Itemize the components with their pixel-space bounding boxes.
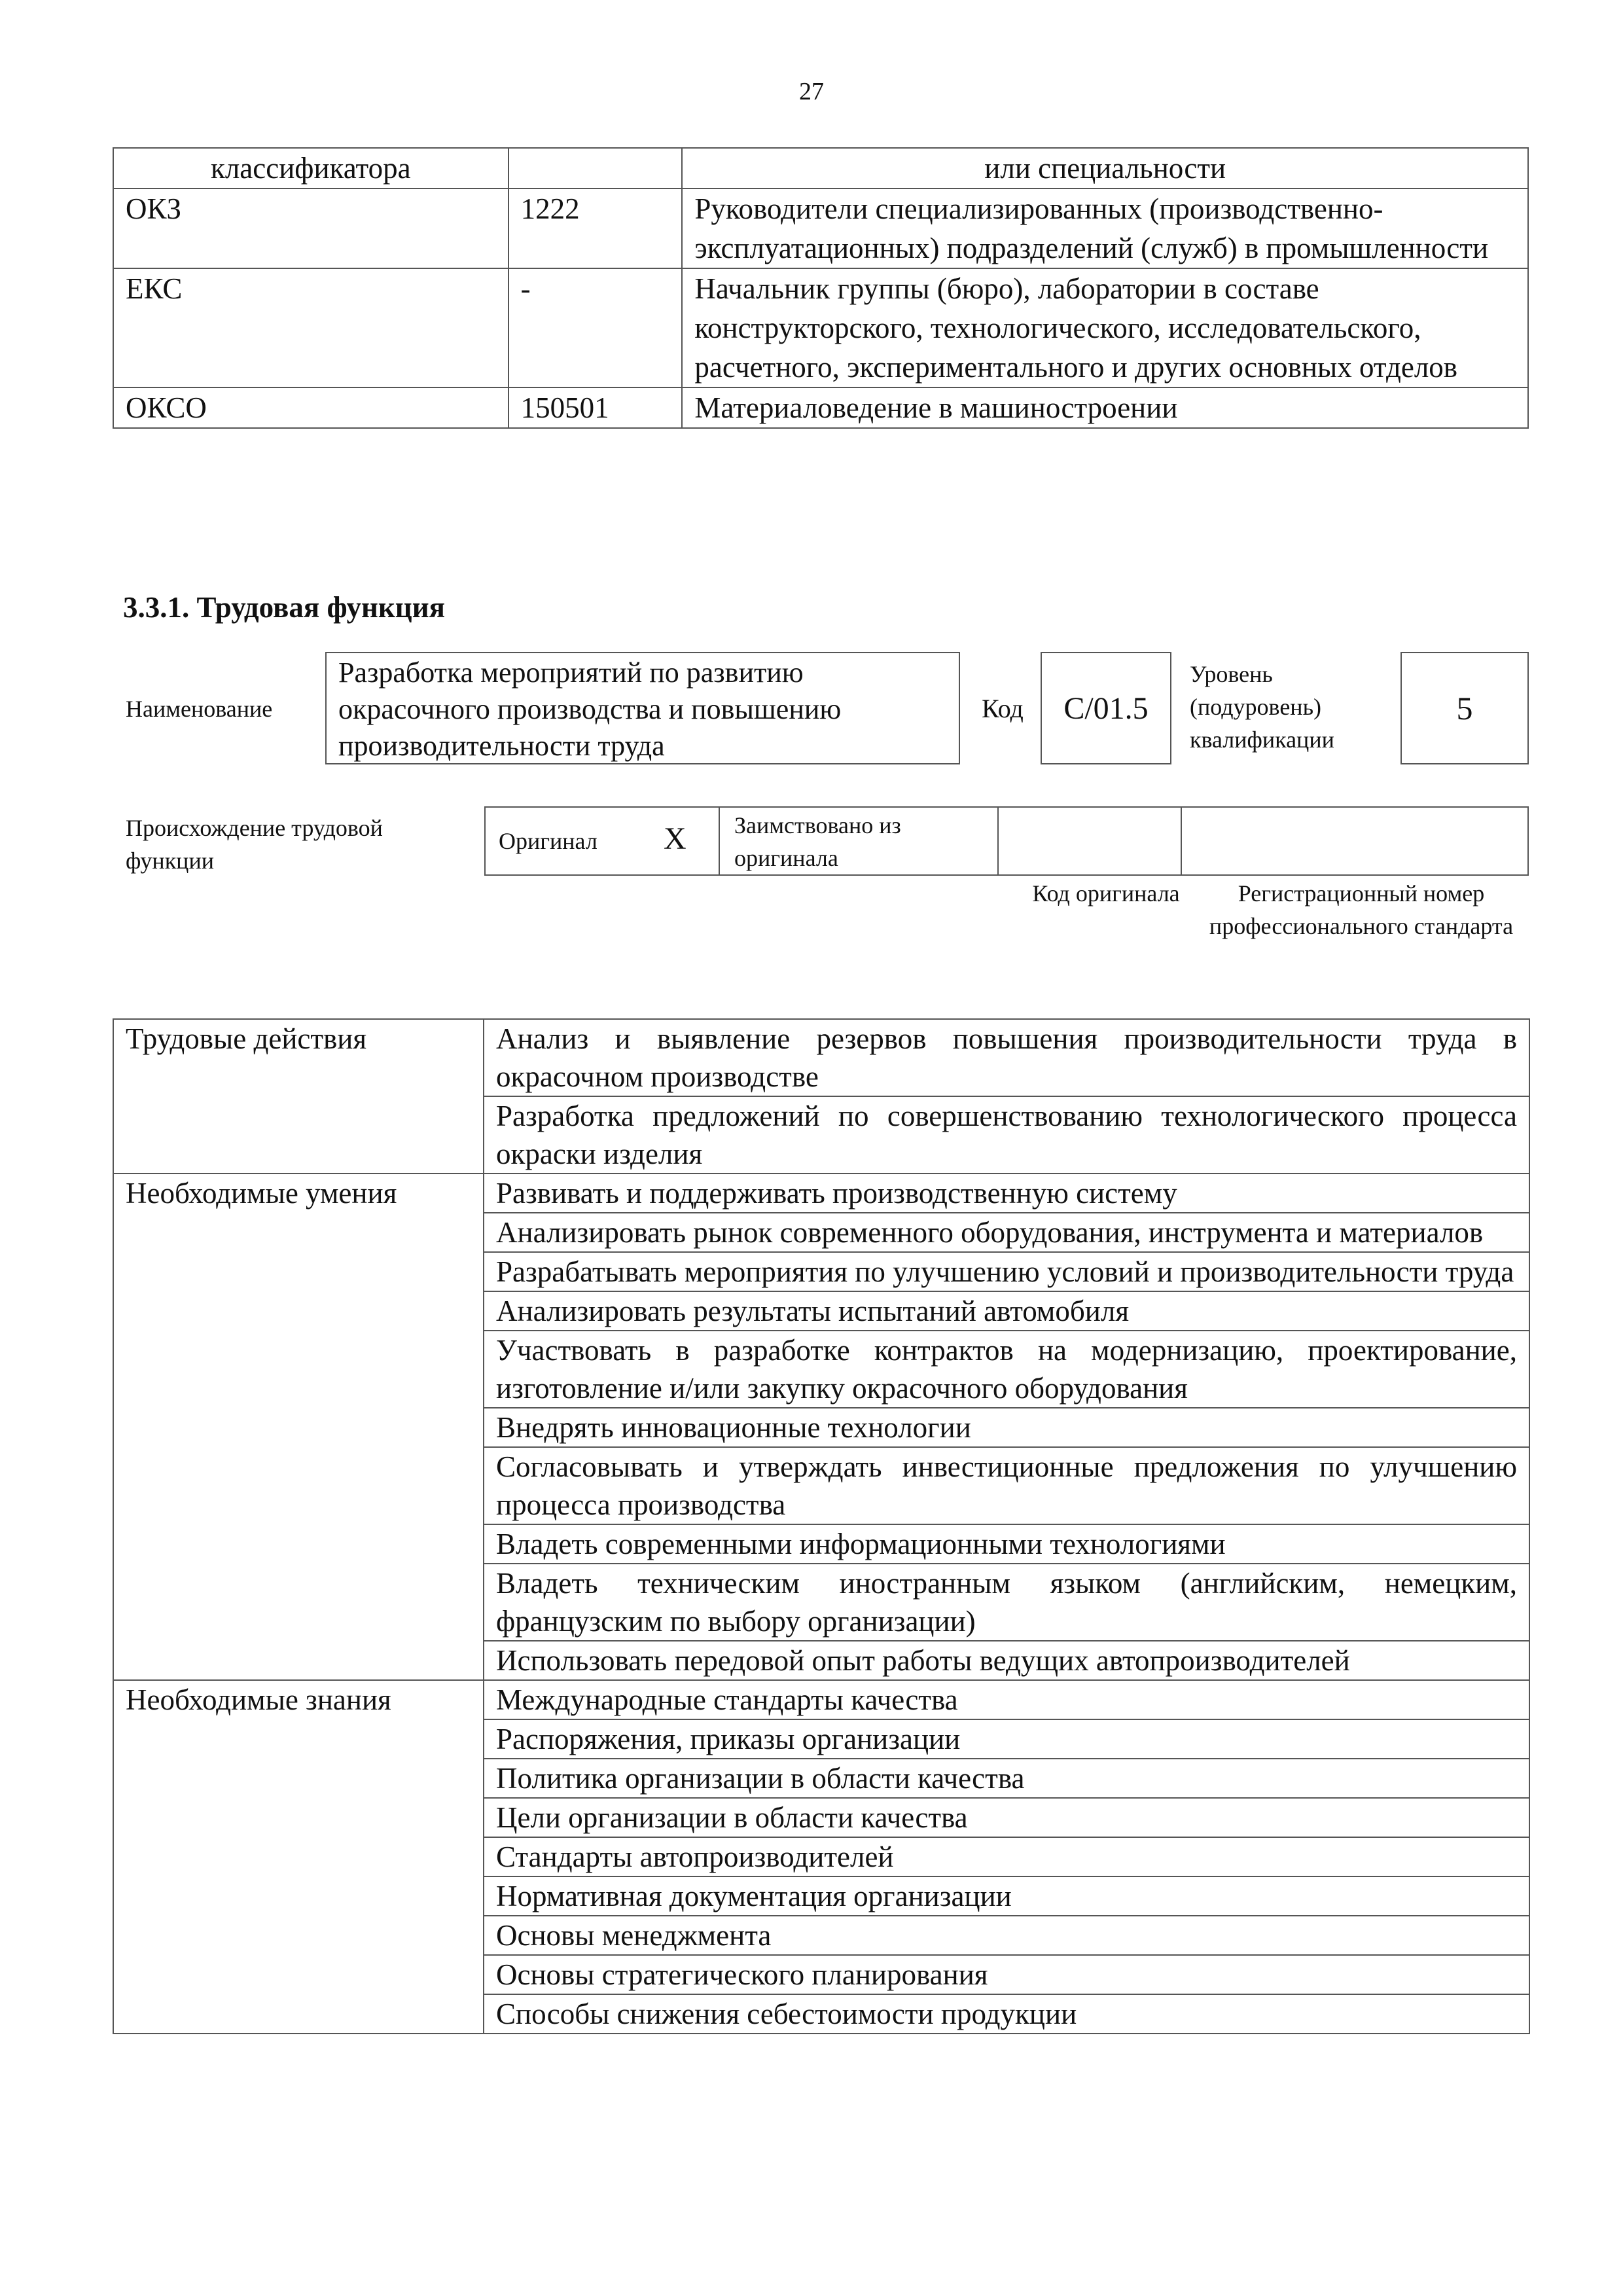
classifier-header-2 — [508, 148, 683, 188]
skill-item: Анализировать рынок современного оборудования, инструмента и материалов — [484, 1213, 1529, 1252]
code-label: Код — [982, 694, 1024, 723]
classifier-title: Руководители специализированных (производственно-эксплуатационных) подразделений (служб) в промышленности — [682, 188, 1528, 268]
classifier-table — [113, 147, 1529, 429]
origin-label: Происхождение трудовой функции — [126, 815, 383, 874]
labor-action-item: Разработка предложений по совершенствованию технологического процесса окраски изделия — [484, 1096, 1529, 1174]
knowledge-row — [113, 1680, 1529, 1719]
original-code-caption: Код оригинала — [1032, 880, 1180, 906]
skills-row — [113, 1174, 1529, 1213]
skill-item: Разрабатывать мероприятия по улучшению условий и производительности труда — [484, 1252, 1529, 1291]
labor-action-item: Анализ и выявление резервов повышения производительности труда в окрасочном производстве — [484, 1019, 1529, 1096]
section-title: 3.3.1. Трудовая функция — [123, 591, 446, 624]
original-cell — [486, 808, 720, 874]
original-label: Оригинал — [499, 828, 597, 854]
page-number: 27 — [799, 78, 824, 105]
skill-item: Владеть техническим иностранным языком (английским, немецким, французским по выбору организации) — [484, 1564, 1529, 1641]
code-value-box: C/01.5 — [1041, 652, 1171, 764]
name-label: Наименование — [126, 696, 273, 722]
classifier-title: Материаловедение в машиностроении — [682, 387, 1528, 428]
knowledge-item: Цели организации в области качества — [484, 1798, 1529, 1837]
classifier-code: 1222 — [508, 188, 683, 268]
classifier-title: Начальник группы (бюро), лаборатории в составе конструкторского, технологического, исследовательского, расчетного, экспериментального и других основных отделов — [682, 268, 1528, 387]
classifier-header-1: классификатора — [113, 148, 508, 188]
knowledge-item: Распоряжения, приказы организации — [484, 1719, 1529, 1759]
knowledge-item: Международные стандарты качества — [484, 1680, 1529, 1719]
knowledge-item: Нормативная документация организации — [484, 1876, 1529, 1916]
classifier-name: ЕКС — [113, 268, 508, 387]
skill-item: Участвовать в разработке контрактов на модернизацию, проектирование, изготовление и/или закупку окрасочного оборудования — [484, 1331, 1529, 1408]
classifier-header-row — [113, 148, 1528, 188]
skills-label: Необходимые умения — [113, 1174, 484, 1680]
skill-item: Анализировать результаты испытаний автомобиля — [484, 1291, 1529, 1331]
skill-item: Внедрять инновационные технологии — [484, 1408, 1529, 1447]
knowledge-label: Необходимые знания — [113, 1680, 484, 2034]
classifier-code: 150501 — [508, 387, 683, 428]
knowledge-item: Основы стратегического планирования — [484, 1955, 1529, 1994]
borrowed-cell — [720, 808, 999, 874]
knowledge-item: Политика организации в области качества — [484, 1759, 1529, 1798]
knowledge-item: Способы снижения себестоимости продукции — [484, 1994, 1529, 2034]
level-label: Уровень (подуровень) квалификации — [1190, 661, 1334, 753]
skill-item: Согласовывать и утверждать инвестиционные предложения по улучшению процесса производства — [484, 1447, 1529, 1524]
origin-row — [484, 806, 1529, 876]
labor-actions-row — [113, 1019, 1529, 1096]
reg-number-cell — [1182, 808, 1527, 874]
level-value-box: 5 — [1400, 652, 1529, 764]
classifier-row-okz — [113, 188, 1528, 268]
classifier-row-okso — [113, 387, 1528, 428]
classifier-code: - — [508, 268, 683, 387]
knowledge-item: Основы менеджмента — [484, 1916, 1529, 1955]
labor-actions-label: Трудовые действия — [113, 1019, 484, 1174]
skill-item: Владеть современными информационными технологиями — [484, 1524, 1529, 1564]
function-name-box: Разработка мероприятий по развитию окрасочного производства и повышению производительности труда — [325, 652, 960, 764]
knowledge-item: Стандарты автопроизводителей — [484, 1837, 1529, 1876]
original-mark: X — [664, 821, 687, 856]
classifier-name: ОКСО — [113, 387, 508, 428]
skill-item: Развивать и поддерживать производственную систему — [484, 1174, 1529, 1213]
classifier-name: ОКЗ — [113, 188, 508, 268]
labor-function-table — [113, 1018, 1530, 2034]
borrowed-label: Заимствовано из оригинала — [734, 812, 901, 871]
skill-item: Использовать передовой опыт работы ведущих автопроизводителей — [484, 1641, 1529, 1680]
classifier-row-eks — [113, 268, 1528, 387]
reg-number-caption: Регистрационный номер профессионального стандарта — [1209, 880, 1514, 939]
classifier-header-3: или специальности — [682, 148, 1528, 188]
original-code-cell — [999, 808, 1182, 874]
